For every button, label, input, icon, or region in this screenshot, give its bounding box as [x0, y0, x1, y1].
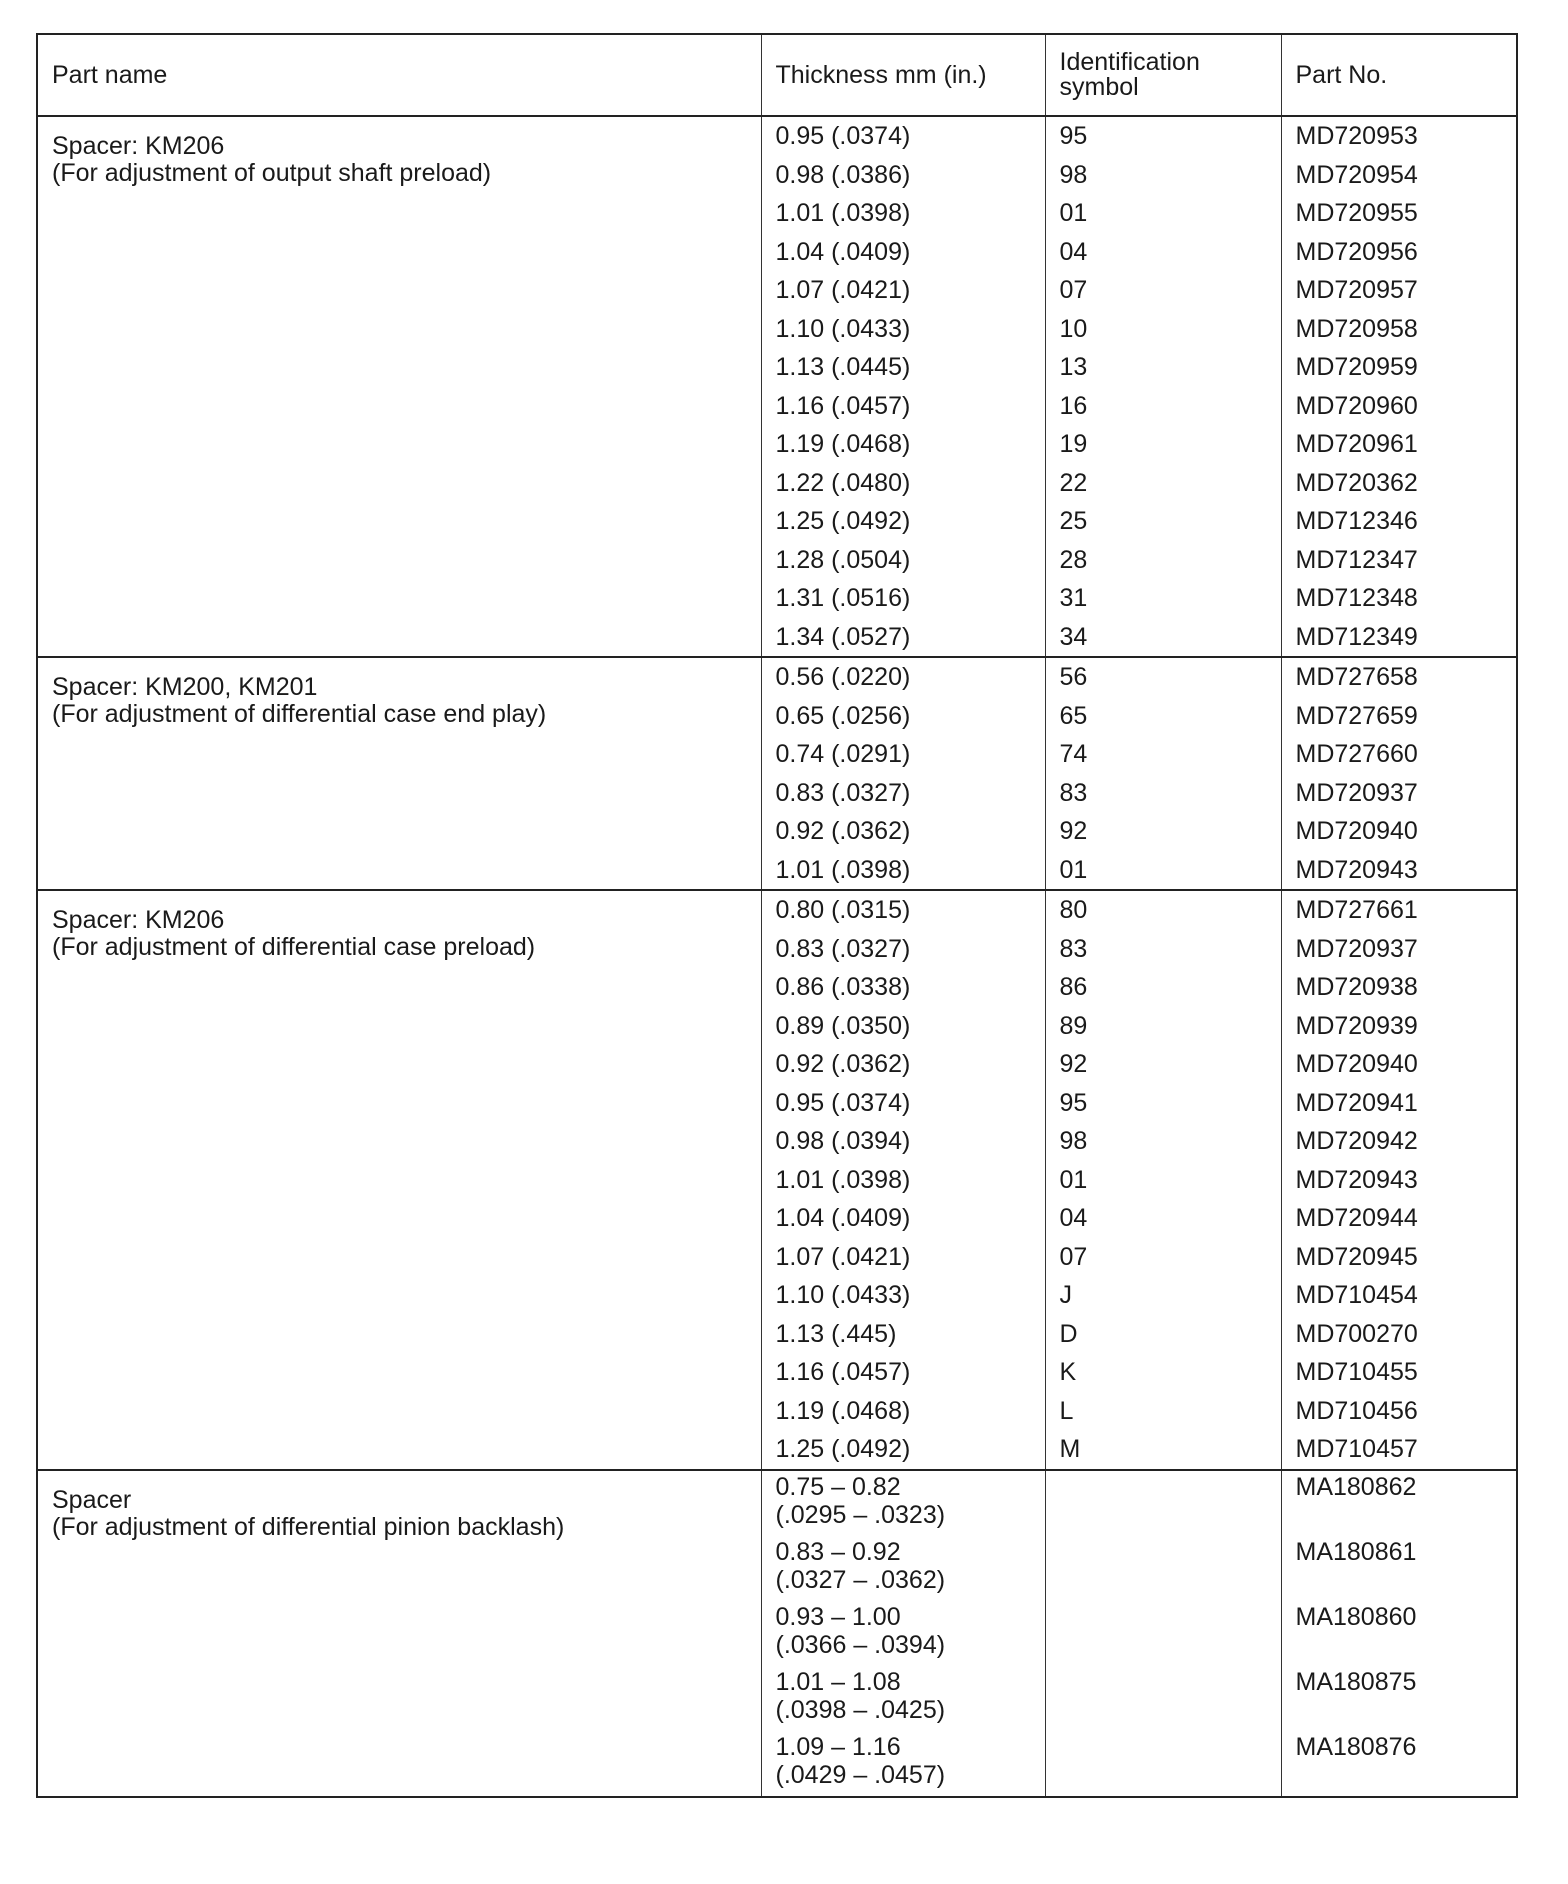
part-number: MD710457	[1295, 1435, 1418, 1463]
part-number-block	[1296, 1731, 1503, 1796]
part-no-cell	[1281, 1470, 1517, 1797]
thickness-value: 1.04 (.0409)	[775, 237, 911, 266]
part-number: MD720944	[1295, 1204, 1418, 1232]
header-id-line2: symbol	[1059, 73, 1139, 101]
identification-symbol: 22	[1059, 468, 1088, 497]
thickness-range	[776, 1601, 1031, 1666]
identification-symbol: 25	[1059, 507, 1088, 535]
part-number: MD720961	[1295, 430, 1418, 458]
header-part-name: Part name	[37, 34, 761, 116]
identification-symbol: 01	[1059, 199, 1088, 227]
identification-symbol-cell	[1045, 1470, 1281, 1797]
part-number: MD720940	[1295, 817, 1418, 845]
thickness-cell	[761, 657, 1045, 890]
header-row	[37, 34, 1517, 116]
thickness-value: 0.89 (.0350)	[775, 1011, 911, 1040]
identification-symbol: 19	[1059, 430, 1088, 458]
thickness-cell	[761, 1470, 1045, 1797]
thickness-range-in: (.0366 – .0394)	[775, 1630, 946, 1659]
thickness-range	[776, 1666, 1031, 1731]
part-number: MD720954	[1295, 160, 1418, 189]
identification-symbol: 83	[1059, 934, 1088, 963]
part-number: MD700270	[1295, 1319, 1418, 1348]
identification-symbol: 56	[1059, 663, 1088, 691]
thickness-value: 0.98 (.0386)	[775, 160, 911, 189]
thickness-range-in: (.0429 – .0457)	[775, 1760, 946, 1789]
part-number: MA180876	[1295, 1732, 1417, 1761]
part-number: MD720362	[1295, 468, 1418, 497]
thickness-range	[776, 1731, 1031, 1796]
identification-symbol: 95	[1059, 122, 1088, 150]
thickness-range-mm: 1.01 – 1.08	[775, 1667, 901, 1696]
identification-symbol-cell	[1045, 657, 1281, 890]
thickness-range-mm: 0.93 – 1.00	[775, 1602, 901, 1631]
part-no-cell	[1281, 657, 1517, 890]
spacer-parts-table	[36, 33, 1518, 1798]
identification-symbol: 92	[1059, 1050, 1088, 1078]
thickness-value: 0.80 (.0315)	[775, 896, 911, 924]
spacer-group-row	[37, 890, 1517, 1470]
part-number: MD720956	[1295, 237, 1418, 266]
part-number: MD720938	[1295, 973, 1418, 1001]
thickness-value: 1.07 (.0421)	[775, 276, 911, 304]
identification-symbol: D	[1059, 1319, 1078, 1348]
identification-symbol: M	[1059, 1435, 1081, 1463]
thickness-value: 1.25 (.0492)	[775, 507, 911, 535]
part-number: MD720937	[1295, 934, 1418, 963]
part-name-cell	[37, 890, 761, 1470]
part-name-purpose: (For adjustment of output shaft preload)	[52, 159, 492, 187]
identification-symbol: 01	[1059, 1165, 1088, 1194]
identification-symbol: 95	[1059, 1088, 1088, 1117]
part-number: MA180860	[1295, 1602, 1417, 1631]
part-number: MD720942	[1295, 1127, 1418, 1155]
part-number: MA180861	[1295, 1537, 1417, 1566]
part-number: MD710454	[1295, 1281, 1418, 1309]
thickness-value: 1.01 (.0398)	[775, 1165, 911, 1194]
part-number: MD727660	[1295, 740, 1418, 768]
thickness-value: 1.19 (.0468)	[775, 430, 911, 458]
part-name-cell	[37, 1470, 761, 1797]
thickness-range-in: (.0327 – .0362)	[775, 1565, 946, 1594]
part-number-block	[1296, 1601, 1503, 1666]
part-no-cell	[1281, 116, 1517, 657]
identification-symbol: L	[1059, 1396, 1074, 1425]
identification-symbol: J	[1059, 1281, 1072, 1309]
identification-symbol: 98	[1059, 1127, 1088, 1155]
thickness-value: 0.98 (.0394)	[775, 1127, 911, 1155]
identification-symbol: 89	[1059, 1011, 1088, 1040]
thickness-range-mm: 0.83 – 0.92	[775, 1537, 901, 1566]
identification-symbol: 92	[1059, 817, 1088, 845]
identification-symbol: 31	[1059, 584, 1088, 612]
part-name-cell	[37, 657, 761, 890]
thickness-value: 0.65 (.0256)	[775, 701, 911, 730]
part-number: MD712349	[1295, 622, 1418, 651]
part-number: MD720940	[1295, 1050, 1418, 1078]
thickness-value: 0.95 (.0374)	[775, 122, 911, 150]
identification-symbol: 65	[1059, 701, 1088, 730]
thickness-value: 1.04 (.0409)	[775, 1204, 911, 1232]
part-number: MD720945	[1295, 1242, 1418, 1271]
part-number: MD720957	[1295, 276, 1418, 304]
part-number: MD720958	[1295, 314, 1418, 343]
identification-symbol: 86	[1059, 973, 1088, 1001]
thickness-cell	[761, 890, 1045, 1470]
thickness-value: 1.10 (.0433)	[775, 314, 911, 343]
thickness-range-in: (.0398 – .0425)	[775, 1695, 946, 1724]
part-name-purpose: (For adjustment of differential case end play)	[52, 700, 547, 728]
thickness-range-mm: 0.75 – 0.82	[775, 1472, 901, 1501]
part-name-purpose: (For adjustment of differential case preload)	[52, 933, 536, 961]
identification-symbol: 74	[1059, 740, 1088, 768]
identification-symbol: K	[1059, 1358, 1077, 1386]
thickness-value: 1.31 (.0516)	[775, 584, 911, 612]
thickness-value: 1.16 (.0457)	[775, 1358, 911, 1386]
thickness-range-mm: 1.09 – 1.16	[775, 1732, 901, 1761]
identification-symbol: 04	[1059, 237, 1088, 266]
part-number-block	[1296, 1666, 1503, 1731]
thickness-value: 1.19 (.0468)	[775, 1396, 911, 1425]
part-number: MD720955	[1295, 199, 1418, 227]
part-no-cell	[1281, 890, 1517, 1470]
part-name-purpose: (For adjustment of differential pinion backlash)	[52, 1512, 565, 1541]
part-name-title: Spacer: KM200, KM201	[52, 673, 318, 701]
thickness-value: 0.92 (.0362)	[775, 1050, 911, 1078]
identification-symbol: 98	[1059, 160, 1088, 189]
thickness-value: 1.01 (.0398)	[775, 855, 911, 884]
identification-symbol: 83	[1059, 778, 1088, 807]
table-body	[37, 116, 1517, 1797]
identification-symbol: 13	[1059, 353, 1088, 381]
part-name-cell	[37, 116, 761, 657]
part-number-block	[1296, 1536, 1503, 1601]
identification-symbol: 10	[1059, 314, 1088, 343]
identification-symbol-cell	[1045, 116, 1281, 657]
part-name-title: Spacer: KM206	[52, 132, 225, 160]
identification-symbol: 34	[1059, 622, 1088, 651]
part-number: MD720939	[1295, 1011, 1418, 1040]
thickness-value: 1.10 (.0433)	[775, 1281, 911, 1309]
identification-symbol: 28	[1059, 545, 1088, 574]
spacer-group-row	[37, 1470, 1517, 1797]
part-number: MA180875	[1295, 1667, 1417, 1696]
thickness-value: 0.74 (.0291)	[775, 740, 911, 768]
part-name-title: Spacer	[52, 1485, 132, 1514]
part-number: MD720960	[1295, 391, 1418, 420]
part-number: MD710456	[1295, 1396, 1418, 1425]
thickness-range	[776, 1471, 1031, 1536]
thickness-value: 1.25 (.0492)	[775, 1435, 911, 1463]
thickness-value: 0.83 (.0327)	[775, 778, 911, 807]
thickness-value: 1.16 (.0457)	[775, 391, 911, 420]
part-number: MD712346	[1295, 507, 1418, 535]
thickness-value: 1.22 (.0480)	[775, 468, 911, 497]
part-number-block	[1296, 1471, 1503, 1536]
identification-symbol: 04	[1059, 1204, 1088, 1232]
part-number: MD720943	[1295, 1165, 1418, 1194]
identification-symbol: 80	[1059, 896, 1088, 924]
thickness-value: 0.83 (.0327)	[775, 934, 911, 963]
thickness-value: 0.56 (.0220)	[775, 663, 911, 691]
header-id-line1: Identification	[1059, 48, 1200, 76]
part-number: MD720941	[1295, 1088, 1418, 1117]
identification-symbol: 07	[1059, 276, 1088, 304]
header-part-no: Part No.	[1281, 34, 1517, 116]
part-name-title: Spacer: KM206	[52, 906, 225, 934]
thickness-value: 1.13 (.445)	[775, 1319, 897, 1348]
part-number: MD727658	[1295, 663, 1418, 691]
identification-symbol: 16	[1059, 391, 1088, 420]
thickness-value: 0.95 (.0374)	[775, 1088, 911, 1117]
spacer-group-row	[37, 657, 1517, 890]
part-number: MD720953	[1295, 122, 1418, 150]
header-identification-symbol	[1045, 34, 1281, 116]
thickness-cell	[761, 116, 1045, 657]
identification-symbol-cell	[1045, 890, 1281, 1470]
thickness-value: 1.28 (.0504)	[775, 545, 911, 574]
thickness-range-in: (.0295 – .0323)	[775, 1500, 946, 1529]
part-number: MA180862	[1295, 1472, 1417, 1501]
identification-symbol: 07	[1059, 1242, 1088, 1271]
part-number: MD720937	[1295, 778, 1418, 807]
part-number: MD720959	[1295, 353, 1418, 381]
part-number: MD712347	[1295, 545, 1418, 574]
thickness-value: 0.92 (.0362)	[775, 817, 911, 845]
thickness-value: 1.01 (.0398)	[775, 199, 911, 227]
spacer-group-row	[37, 116, 1517, 657]
thickness-value: 1.34 (.0527)	[775, 622, 911, 651]
identification-symbol: 01	[1059, 855, 1088, 884]
part-number: MD727659	[1295, 701, 1418, 730]
part-number: MD712348	[1295, 584, 1418, 612]
part-number: MD727661	[1295, 896, 1418, 924]
thickness-value: 1.07 (.0421)	[775, 1242, 911, 1271]
thickness-range	[776, 1536, 1031, 1601]
part-number: MD710455	[1295, 1358, 1418, 1386]
thickness-value: 1.13 (.0445)	[775, 353, 911, 381]
thickness-value: 0.86 (.0338)	[775, 973, 911, 1001]
header-thickness: Thickness mm (in.)	[761, 34, 1045, 116]
part-number: MD720943	[1295, 855, 1418, 884]
